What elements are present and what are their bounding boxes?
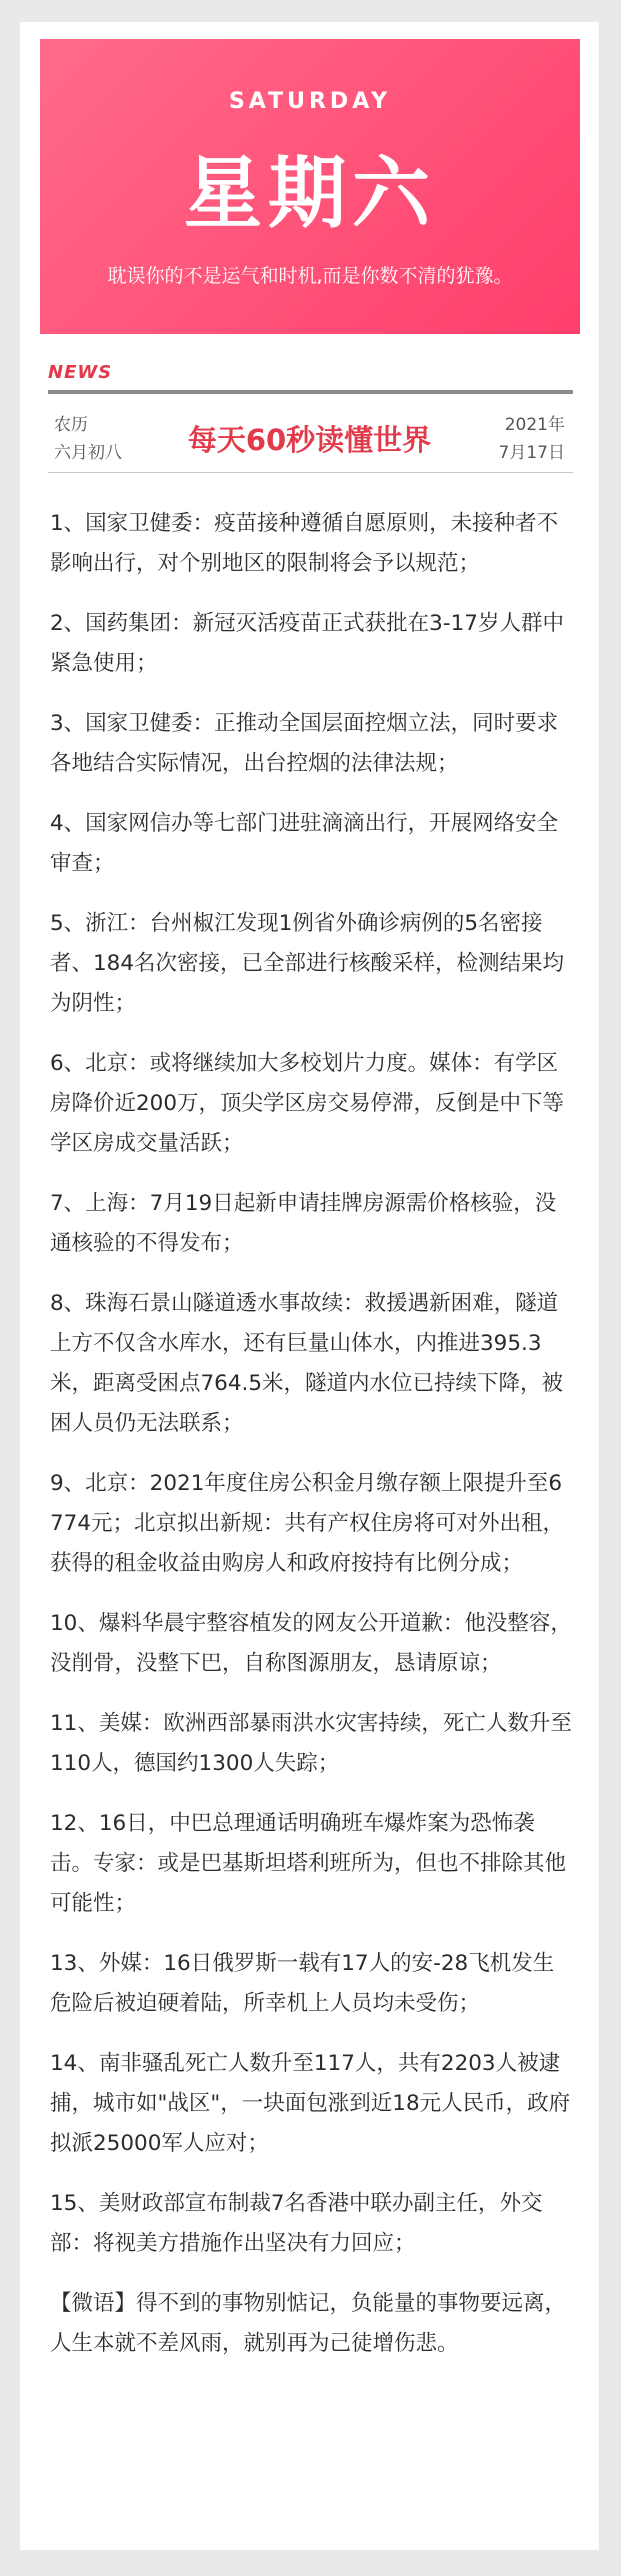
news-list (50, 504, 572, 2384)
news-item: 12、16日，中巴总理通话明确班车爆炸案为恐怖袭击。专家：或是巴基斯坦塔利班所为，但也不排除其他可能性； (50, 1811, 567, 1916)
page-title: 每天60秒读懂世界 (187, 423, 432, 457)
news-item: 3、国家卫健委：正推动全国层面控烟立法，同时要求各地结合实际情况，出台控烟的法律法规； (50, 711, 559, 776)
news-item: 7、上海：7月19日起新申请挂牌房源需价格核验，没通核验的不得发布； (50, 1191, 557, 1256)
news-item: 5、浙江：台州椒江发现1例省外确诊病例的5名密接者、184名次密接，已全部进行核酸采样，检测结果均为阴性； (50, 911, 565, 1016)
weekday-english: SATURDAY (228, 89, 392, 114)
divider-top (48, 390, 573, 394)
news-item: 1、国家卫健委：疫苗接种遵循自愿原则，未接种者不影响出行，对个别地区的限制将会予以规范； (50, 511, 559, 576)
year-label: 2021年 (504, 415, 565, 435)
lunar-date: 六月初八 (54, 443, 122, 463)
content-card (20, 22, 599, 2550)
news-item: 9、北京：2021年度住房公积金月缴存额上限提升至6774元；北京拟出新规：共有产权住房将可对外出租，获得的租金收益由购房人和政府按持有比例分成； (50, 1471, 565, 1576)
news-tag: NEWS (48, 362, 113, 383)
hero-banner (40, 39, 580, 334)
news-item: 13、外媒：16日俄罗斯一载有17人的安-28飞机发生危险后被迫硬着陆，所幸机上人员均未受伤； (50, 1951, 555, 2016)
news-item: 2、国药集团：新冠灭活疫苗正式获批在3-17岁人群中紧急使用； (50, 611, 564, 676)
news-item: 6、北京：或将继续加大多校划片力度。媒体：有学区房降价近200万，顶尖学区房交易停滞，反倒是中下等学区房成交量活跃； (50, 1051, 565, 1156)
news-item: 11、美媒：欧洲西部暴雨洪水灾害持续，死亡人数升至110人，德国约1300人失踪； (50, 1711, 572, 1776)
news-item: 15、美财政部宣布制裁7名香港中联办副主任，外交部：将视美方措施作出坚决有力回应； (50, 2191, 543, 2256)
daily-quote: 耽误你的不是运气和时机,而是你数不清的犹豫。 (107, 265, 513, 287)
daily-saying: 【微语】得不到的事物别惦记，负能量的事物要远离，人生本就不差风雨，就别再为己徒增伤悲。 (50, 2291, 567, 2356)
date-label: 7月17日 (498, 443, 565, 463)
news-item: 14、南非骚乱死亡人数升至117人，共有2203人被逮捕，城市如"战区"，一块面包涨到近18元人民币，政府拟派25000军人应对； (50, 2051, 571, 2156)
news-item: 10、爆料华晨宇整容植发的网友公开道歉：他没整容，没削骨，没整下巴，自称图源朋友，恳请原谅； (50, 1611, 572, 1676)
news-item: 4、国家网信办等七部门进驻滴滴出行，开展网络安全审查； (50, 811, 559, 876)
lunar-label: 农历 (54, 415, 88, 435)
news-item: 8、珠海石景山隧道透水事故续：救援遇新困难，隧道上方不仅含水库水，还有巨量山体水，内推进395.3米，距离受困点764.5米，隧道内水位已持续下降，被困人员仍无法联系； (50, 1291, 564, 1436)
weekday-chinese: 星期六 (183, 149, 436, 239)
divider-bottom (48, 472, 573, 473)
